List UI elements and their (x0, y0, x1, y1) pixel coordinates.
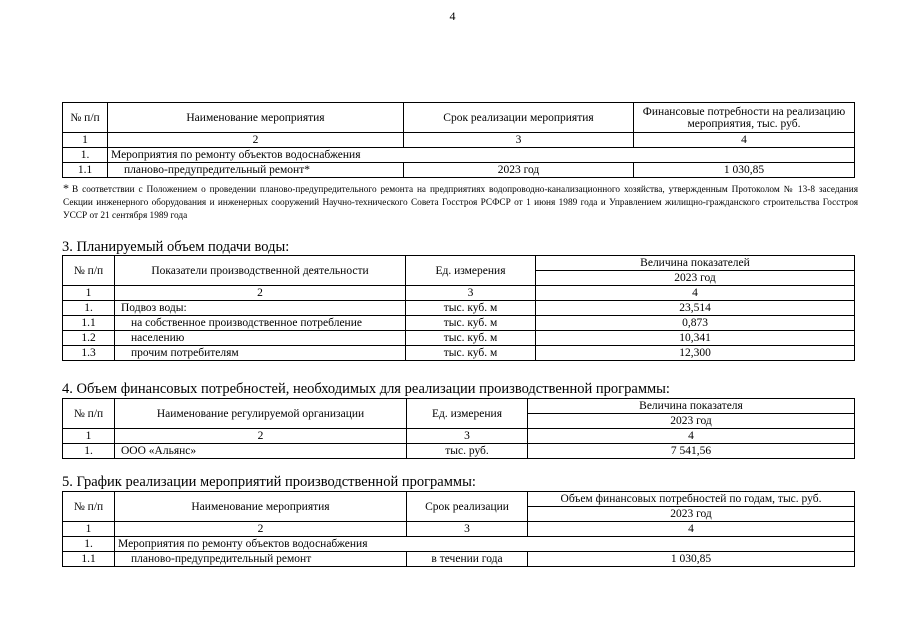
row-name: прочим потребителям (115, 346, 406, 361)
page-number: 4 (449, 9, 456, 23)
row-amount: 1 030,85 (634, 163, 855, 178)
row-num: 1. (63, 444, 115, 459)
row-name: ООО «Альянс» (115, 444, 407, 459)
row-num: 1. (63, 148, 108, 163)
row-num: 1.2 (63, 331, 115, 346)
finance-table (62, 398, 855, 459)
col-number: 3 (404, 133, 634, 148)
row-unit: тыс. куб. м (406, 316, 536, 331)
col-number: 2 (115, 429, 407, 444)
row-unit: тыс. куб. м (406, 346, 536, 361)
col-header-value-group: Величина показателя (528, 399, 855, 414)
col-header-name: Наименование мероприятия (108, 103, 404, 133)
row-term: в течении года (407, 552, 528, 567)
col-header-num: № п/п (63, 492, 115, 522)
col-header-value-group: Объем финансовых потребностей по годам, тыс. руб. (528, 492, 855, 507)
row-num: 1. (63, 537, 115, 552)
section4-title: 4. Объем финансовых потребностей, необходимых для реализации производственной программы: (62, 381, 670, 397)
col-header-finance: Финансовые потребности на реализацию мероприятия, тыс. руб. (634, 103, 855, 133)
col-header-value-group: Величина показателей (536, 256, 855, 271)
col-header-term: Срок реализации (407, 492, 528, 522)
row-amount: 1 030,85 (528, 552, 855, 567)
row-name: населению (115, 331, 406, 346)
col-number: 4 (536, 286, 855, 301)
col-header-num: № п/п (63, 399, 115, 429)
footnote (63, 182, 858, 223)
col-number: 4 (528, 429, 855, 444)
col-header-year: 2023 год (528, 414, 855, 429)
row-name: на собственное производственное потребление (115, 316, 406, 331)
section5-title: 5. График реализации мероприятий производственной программы: (62, 474, 476, 490)
col-header-name: Показатели производственной деятельности (115, 256, 406, 286)
water-supply-table (62, 255, 855, 361)
col-number: 1 (63, 133, 108, 148)
row-value: 0,873 (536, 316, 855, 331)
row-num: 1.1 (63, 552, 115, 567)
section-row-name: Мероприятия по ремонту объектов водоснабжения (108, 148, 855, 163)
footnote-mark: * (63, 181, 69, 195)
col-header-year: 2023 год (536, 271, 855, 286)
row-name: планово-предупредительный ремонт (115, 552, 407, 567)
col-header-term: Срок реализации мероприятия (404, 103, 634, 133)
row-num: 1. (63, 301, 115, 316)
row-num: 1.1 (63, 163, 108, 178)
footnote-text: В соответствии с Положением о проведении планово-предупредительного ремонта на предприятиях водопроводно-канализационного хозяйства, утвержденным Протоколом № 13-8 заседания Секции инженерного оборудования и инженерных сооружений Научно-технического Совета Госстроя РСФСР от 1 июня 1989 года и Управлением жилищно-гражданского строительства Госстроя УССР от 21 сентября 1989 года (63, 185, 858, 221)
col-header-num: № п/п (63, 256, 115, 286)
col-header-name: Наименование регулируемой организации (115, 399, 407, 429)
col-number: 1 (63, 286, 115, 301)
col-header-name: Наименование мероприятия (115, 492, 407, 522)
row-value: 12,300 (536, 346, 855, 361)
measures-table (62, 102, 855, 178)
col-number: 1 (63, 522, 115, 537)
col-number: 3 (407, 522, 528, 537)
col-header-year: 2023 год (528, 507, 855, 522)
col-number: 3 (407, 429, 528, 444)
row-unit: тыс. куб. м (406, 331, 536, 346)
col-number: 4 (528, 522, 855, 537)
row-num: 1.1 (63, 316, 115, 331)
row-value: 7 541,56 (528, 444, 855, 459)
col-number: 4 (634, 133, 855, 148)
col-number: 2 (108, 133, 404, 148)
col-header-unit: Ед. измерения (407, 399, 528, 429)
col-number: 2 (115, 522, 407, 537)
col-header-num: № п/п (63, 103, 108, 133)
row-value: 23,514 (536, 301, 855, 316)
row-unit: тыс. руб. (407, 444, 528, 459)
row-unit: тыс. куб. м (406, 301, 536, 316)
row-name: планово-предупредительный ремонт* (108, 163, 404, 178)
col-number: 2 (115, 286, 406, 301)
row-name: Подвоз воды: (115, 301, 406, 316)
col-number: 3 (406, 286, 536, 301)
schedule-table (62, 491, 855, 567)
col-number: 1 (63, 429, 115, 444)
col-header-unit: Ед. измерения (406, 256, 536, 286)
row-value: 10,341 (536, 331, 855, 346)
section-row-name: Мероприятия по ремонту объектов водоснабжения (115, 537, 855, 552)
row-num: 1.3 (63, 346, 115, 361)
section3-title: 3. Планируемый объем подачи воды: (62, 239, 290, 255)
row-term: 2023 год (404, 163, 634, 178)
